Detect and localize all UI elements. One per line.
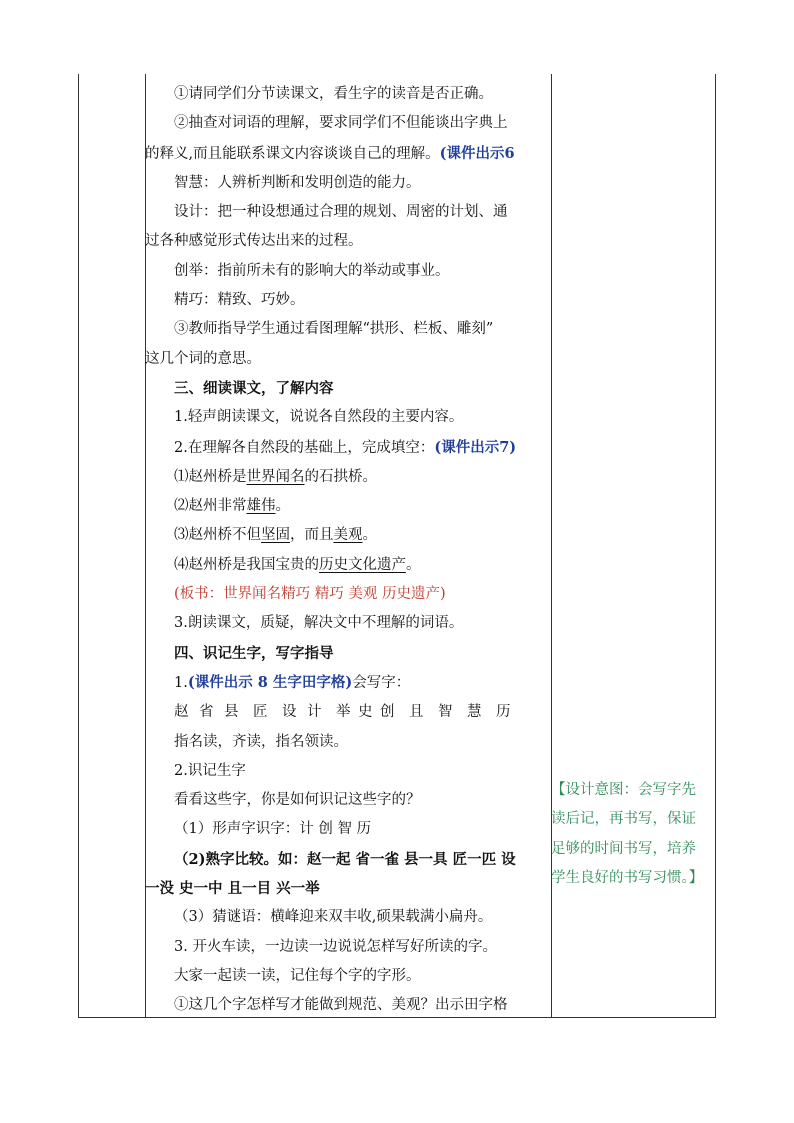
text-line: 一没 史一中 且一目 兴一举 (145, 880, 320, 898)
character: 计 (307, 704, 322, 721)
design-intent-column (551, 776, 716, 893)
design-intent-line: 足够的时间书写，培养 (551, 840, 696, 857)
courseware-note: (课件出示 8 生字田字格) (187, 673, 353, 691)
teaching-process-column (145, 80, 550, 1021)
courseware-note: (课件出示7) (434, 438, 517, 456)
text-line: 3.朗读课文，质疑，解决文中不理解的词语。 (174, 615, 464, 632)
text-line: 过各种感觉形式传达出来的过程。 (145, 233, 363, 250)
courseware-note: (课件出示6 (439, 144, 515, 162)
character: 赵 (174, 704, 189, 721)
text-line: 指名读，齐读，指名领读。 (174, 733, 348, 750)
board-writing: (板书：世界闻名精巧 精巧 美观 历史遗产) (174, 586, 446, 603)
fill-blank-line: ⑷赵州桥是我国宝贵的历史文化遗产。 (174, 556, 421, 573)
text-line: 看看这些字，你是如何识记这些字的？ (174, 792, 421, 809)
character: 史 (358, 704, 373, 721)
text-line: （2)熟字比较。如：赵一起 省一雀 县一具 匠一匹 设 (174, 850, 516, 868)
character: 且 (409, 704, 424, 721)
text-line: ②抽查对词语的理解，要求同学们不但能谈出字典上 (174, 115, 508, 132)
text-line: （1）形声字识字：计 创 智 历 (174, 821, 372, 838)
character: 智 (438, 704, 453, 721)
character: 匠 (253, 704, 268, 721)
text-line: 2.识记生字 (174, 762, 246, 779)
fill-blank-line: ⑶赵州桥不但坚固，而且美观。 (174, 527, 377, 544)
text-line: 1.(课件出示 8 生字田字格)会写字： (174, 673, 411, 691)
character: 县 (224, 704, 239, 721)
text-line: ①这几个字怎样写才能做到规范、美观？出示田字格 (174, 997, 508, 1014)
section-heading: 四、识记生字，写字指导 (174, 644, 334, 662)
fill-blank-line: ⑵赵州非常雄伟。 (174, 498, 290, 515)
character: 慧 (467, 704, 482, 721)
text-line: 2.在理解各自然段的基础上，完成填空：(课件出示7) (174, 438, 517, 456)
character: 历 (496, 704, 511, 721)
design-intent-line: 【设计意图：会写字先 (551, 782, 696, 798)
design-intent-line: 读后记，再书写，保证 (551, 811, 696, 828)
text-line: 的释义,而且能联系课文内容谈谈自己的理解。(课件出示6 (145, 144, 515, 162)
text-line: 1.轻声朗读课文，说说各自然段的主要内容。 (174, 409, 464, 426)
character-list (145, 698, 550, 727)
text-line: 智慧：人辨析判断和发明创造的能力。 (174, 174, 421, 191)
text-line: 精巧：精致、巧妙。 (174, 292, 305, 309)
text-line: 设计：把一种设想通过合理的规划、周密的计划、通 (174, 204, 508, 221)
text-line: 这几个词的意思。 (145, 350, 261, 367)
design-intent-line: 学生良好的书写习惯。】 (551, 869, 704, 886)
text-line: （3）猜谜语：横峰迎来双丰收,硕果载满小扁舟。 (174, 909, 493, 926)
text-line: 3. 开火车读，一边读一边说说怎样写好所读的字。 (174, 938, 497, 955)
character: 省 (199, 704, 214, 721)
section-heading: 三、细读课文，了解内容 (174, 379, 334, 397)
text-line: 大家一起读一读，记住每个字的字形。 (174, 967, 421, 984)
text-line: ①请同学们分节读课文，看生字的读音是否正确。 (174, 86, 493, 102)
character: 创 (380, 704, 395, 721)
character: 举 (336, 704, 351, 721)
text-line: 创举：指前所未有的影响大的举动或事业。 (174, 262, 450, 279)
text-line: ③教师指导学生通过看图理解“拱形、栏板、雕刻” (174, 321, 494, 338)
character: 设 (282, 704, 297, 721)
fill-blank-line: ⑴赵州桥是世界闻名的石拱桥。 (174, 468, 377, 485)
